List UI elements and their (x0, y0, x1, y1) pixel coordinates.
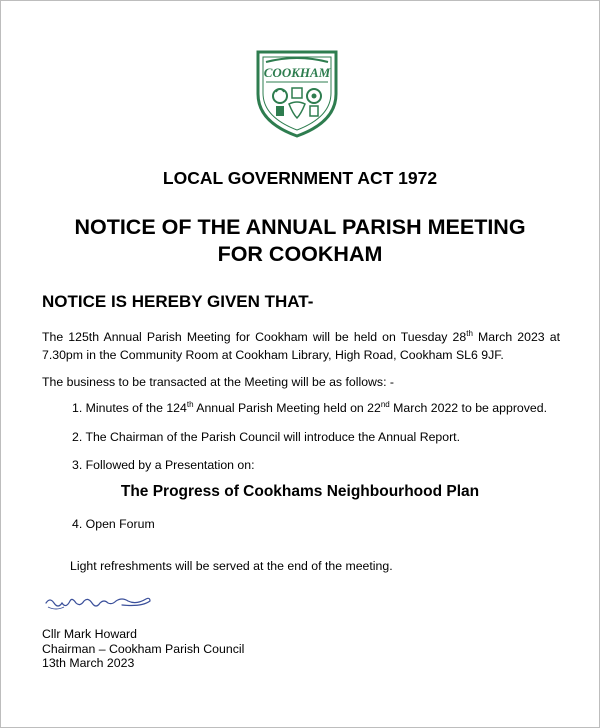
presentation-title: The Progress of Cookhams Neighbourhood Plan (120, 483, 480, 500)
heading-notice-line1: NOTICE OF THE ANNUAL PARISH MEETING (74, 215, 526, 239)
crest-lettering: COOKHAM (263, 65, 331, 80)
signatory-role: Chairman – Cookham Parish Council (42, 641, 245, 656)
agenda-item-4: 4. Open Forum (72, 517, 155, 531)
heading-notice (0, 214, 600, 268)
handwritten-signature (42, 591, 154, 615)
business-intro: The business to be transacted at the Meeting will be as follows: - (42, 375, 395, 389)
agenda-item-1-b: Annual Parish Meeting held on 22 (193, 401, 381, 415)
heading-act: LOCAL GOVERNMENT ACT 1972 (162, 168, 438, 188)
agenda-item-1-sup2: nd (380, 399, 390, 409)
agenda-item-1 (72, 399, 547, 417)
notice-date: 13th March 2023 (42, 656, 135, 670)
meeting-details-paragraph (42, 328, 560, 364)
agenda-item-3: 3. Followed by a Presentation on: (72, 458, 255, 472)
agenda-item-1-sup1: th (186, 399, 194, 409)
meeting-details-b: March 2023 at 7.30pm in the Community Room at Cookham Library, High Road, Cookham SL6 9JF. (42, 330, 560, 362)
agenda-item-1-a: 1. Minutes of the 124 (72, 401, 187, 415)
agenda-item-1-c: March 2022 to be approved. (389, 401, 547, 415)
signature-block (42, 627, 244, 671)
signatory-name: Cllr Mark Howard (42, 627, 137, 641)
cookham-crest-icon (254, 46, 340, 140)
heading-notice-line2: FOR COOKHAM (217, 242, 383, 266)
agenda-item-2: 2. The Chairman of the Parish Council will introduce the Annual Report. (72, 430, 461, 444)
meeting-details-a: The 125th Annual Parish Meeting for Cookham will be held on Tuesday 28 (42, 330, 467, 344)
meeting-details-sup: th (466, 328, 473, 338)
heading-notice-given: NOTICE IS HEREBY GIVEN THAT- (42, 292, 314, 311)
refreshments-note: Light refreshments will be served at the end of the meeting. (70, 559, 393, 573)
